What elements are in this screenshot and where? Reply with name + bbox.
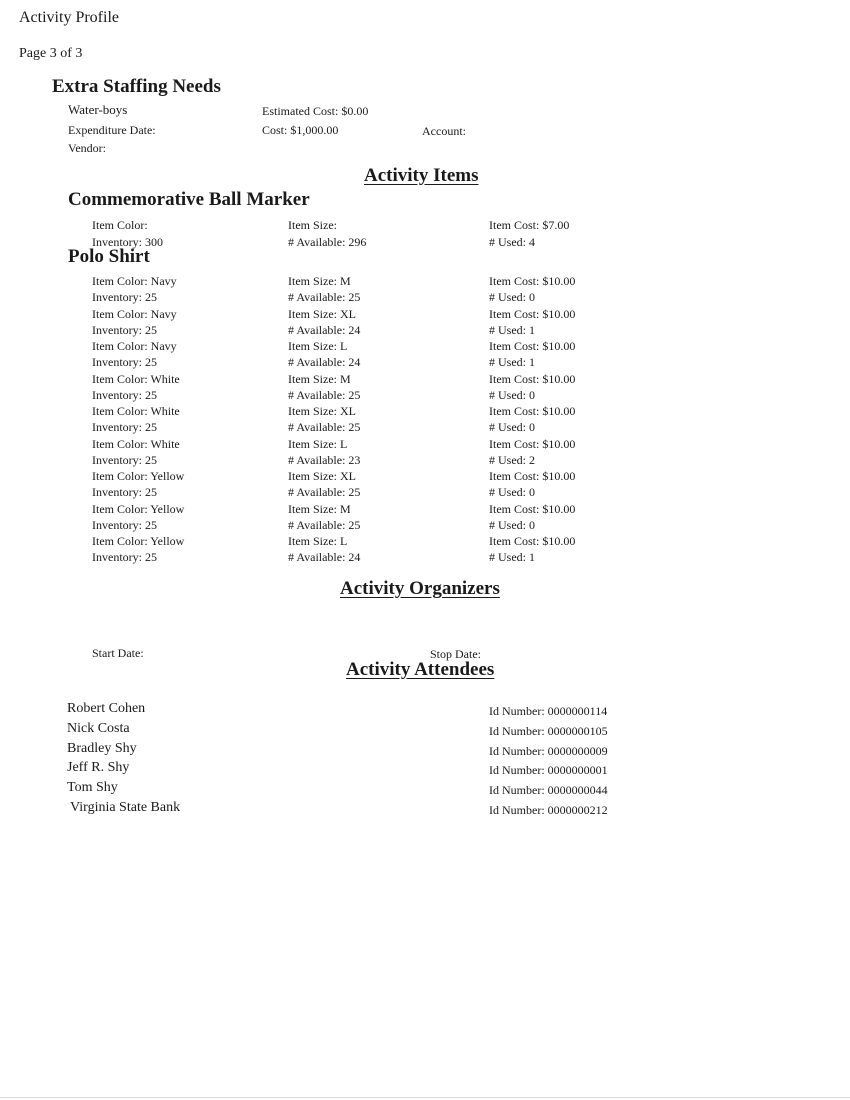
item-detail-right: Item Cost: $10.00	[489, 501, 576, 516]
item-detail-left: Item Color: Navy	[92, 339, 177, 353]
attendee-id-number: Id Number: 0000000105	[489, 723, 608, 738]
item-detail-middle: Item Size: L	[288, 436, 348, 451]
item-detail-left: Item Color: Navy	[92, 306, 177, 321]
attendee-id-number: Id Number: 0000000009	[489, 743, 608, 758]
attendee-name: Tom Shy	[67, 780, 118, 796]
item-detail-middle: # Available: 25	[288, 517, 361, 532]
item-detail-right: # Used: 1	[489, 550, 535, 565]
item-detail-middle: # Available: 25	[288, 290, 361, 305]
item-detail-left: Item Color: Yellow	[92, 501, 185, 516]
item-detail-left: Item Color:	[92, 218, 148, 232]
item-detail-middle: Item Size: XL	[288, 469, 356, 483]
item-detail-middle: # Available: 24	[288, 550, 361, 565]
staffing-heading: Extra Staffing Needs	[52, 76, 221, 97]
item-detail-right: # Used: 4	[489, 234, 535, 249]
activity-attendees-title: Activity Attendees	[346, 659, 495, 680]
item-detail-left: Inventory: 25	[92, 387, 157, 402]
item-detail-right: # Used: 0	[489, 420, 535, 435]
page-number: Page 3 of 3	[19, 46, 83, 61]
item-detail-middle: # Available: 23	[288, 452, 361, 467]
item-detail-right: Item Cost: $10.00	[489, 306, 576, 321]
item-detail-middle: Item Size: M	[288, 371, 351, 386]
item-detail-left: Inventory: 25	[92, 550, 157, 565]
attendee-name: Jeff R. Shy	[67, 760, 130, 776]
item-detail-right: # Used: 0	[489, 387, 535, 402]
item-detail-right: Item Cost: $10.00	[489, 274, 576, 288]
item-detail-right: Item Cost: $10.00	[489, 404, 576, 418]
item-detail-middle: Item Size: L	[288, 534, 348, 548]
scan-edge-line	[0, 1097, 850, 1098]
item-detail-left: Inventory: 25	[92, 420, 157, 435]
item-detail-left: Inventory: 25	[92, 517, 157, 532]
item-detail-middle: # Available: 24	[288, 322, 361, 337]
item-detail-left: Item Color: Yellow	[92, 469, 185, 483]
item-group-name: Commemorative Ball Marker	[68, 189, 310, 210]
item-detail-middle: Item Size: L	[288, 339, 348, 353]
item-detail-right: Item Cost: $10.00	[489, 436, 576, 451]
staffing-name: Water-boys	[68, 102, 128, 117]
item-detail-right: Item Cost: $10.00	[489, 534, 576, 548]
item-detail-left: Item Color: White	[92, 404, 180, 418]
item-detail-right: # Used: 1	[489, 322, 535, 337]
activity-items-title: Activity Items	[364, 165, 479, 186]
item-detail-right: # Used: 0	[489, 290, 535, 305]
item-detail-middle: Item Size: XL	[288, 404, 356, 418]
item-detail-right: Item Cost: $10.00	[489, 469, 576, 483]
organizer-stop-date: Stop Date:	[430, 647, 481, 661]
staffing-expenditure-date: Expenditure Date:	[68, 123, 156, 137]
item-detail-middle: # Available: 296	[288, 234, 367, 249]
attendee-name: Bradley Shy	[67, 740, 137, 756]
item-detail-middle: Item Size:	[288, 218, 337, 232]
attendee-id-number: Id Number: 0000000212	[489, 803, 608, 817]
item-detail-left: Item Color: Yellow	[92, 534, 185, 548]
item-detail-left: Inventory: 300	[92, 234, 163, 249]
staffing-vendor: Vendor:	[68, 141, 106, 155]
item-detail-left: Inventory: 25	[92, 355, 157, 370]
item-detail-middle: # Available: 25	[288, 420, 361, 435]
item-detail-right: # Used: 0	[489, 485, 535, 500]
item-detail-right: Item Cost: $10.00	[489, 339, 576, 353]
page-title: Activity Profile	[19, 9, 119, 26]
item-detail-right: Item Cost: $10.00	[489, 371, 576, 386]
item-detail-right: Item Cost: $7.00	[489, 218, 570, 232]
item-group-name: Polo Shirt	[68, 246, 150, 267]
item-detail-left: Inventory: 25	[92, 452, 157, 467]
item-detail-right: # Used: 0	[489, 517, 535, 532]
item-detail-middle: Item Size: M	[288, 501, 351, 516]
item-detail-left: Inventory: 25	[92, 322, 157, 337]
attendee-id-number: Id Number: 0000000114	[489, 704, 608, 718]
item-detail-left: Inventory: 25	[92, 485, 157, 500]
item-detail-middle: # Available: 25	[288, 485, 361, 500]
attendee-name: Robert Cohen	[67, 701, 146, 716]
item-detail-middle: Item Size: XL	[288, 306, 356, 321]
item-detail-right: # Used: 1	[489, 355, 535, 370]
staffing-account: Account:	[422, 124, 466, 138]
item-detail-left: Item Color: White	[92, 436, 180, 451]
staffing-cost: Cost: $1,000.00	[262, 123, 339, 137]
item-detail-left: Item Color: Navy	[92, 274, 177, 288]
attendee-name: Virginia State Bank	[70, 800, 181, 815]
staffing-estimated-cost: Estimated Cost: $0.00	[262, 104, 369, 118]
attendee-id-number: Id Number: 0000000044	[489, 783, 608, 798]
item-detail-right: # Used: 2	[489, 452, 535, 467]
attendee-id-number: Id Number: 0000000001	[489, 763, 608, 778]
item-detail-left: Item Color: White	[92, 371, 180, 386]
organizer-start-date: Start Date:	[92, 646, 144, 660]
attendee-name: Nick Costa	[67, 720, 130, 736]
item-detail-middle: # Available: 25	[288, 387, 361, 402]
item-detail-left: Inventory: 25	[92, 290, 157, 305]
item-detail-middle: # Available: 24	[288, 355, 361, 370]
item-detail-middle: Item Size: M	[288, 274, 351, 288]
activity-organizers-title: Activity Organizers	[340, 578, 500, 599]
